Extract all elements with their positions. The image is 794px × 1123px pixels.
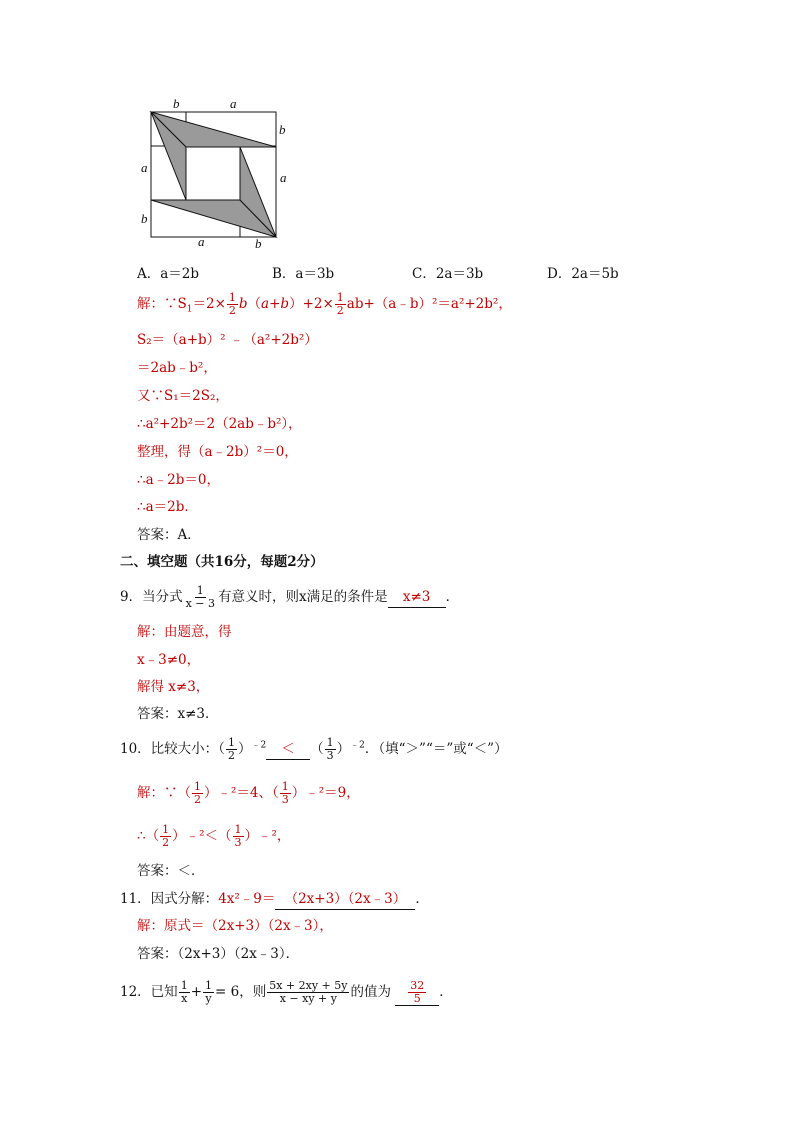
q9-question: 9．当分式 $\frac{1}{x - 3}$ 有意义时，则x满足的条件是 x≠3 ． <box>120 584 460 610</box>
option-a: A．a＝2b <box>137 266 200 282</box>
section-heading: 二、填空题（共16分，每题2分） <box>120 554 324 570</box>
q8-solution-line-6: 整理，得（a﹣2b）²＝0， <box>137 444 298 460</box>
q8-solution-line-1: 解：$\because S_1=2\times$ $\frac{1}{2}$ b（a+b）+2× $\frac{1}{2}$ ab+（a﹣b）²＝a²+2b²， <box>137 291 512 317</box>
label-top-a: a <box>230 96 237 111</box>
q10-solution-2: ∴（ $\frac{1}{2}$ ）﹣²＜（ $\frac{1}{3}$ ）﹣²， <box>137 823 291 849</box>
option-d: D．2a＝5b <box>547 266 619 282</box>
q9-solution-3: 解得 x≠3， <box>137 679 210 695</box>
q8-solution-line-4: 又∵S₁＝2S₂， <box>137 388 229 404</box>
q10-question: 10．比较大小：（ $\frac{1}{2}$ ）$^{﹣2}$ ＜ （ $\frac{1}{3}$ ）$^{﹣2}$．（填“＞”“＝”或“＜”） <box>120 736 508 762</box>
label-left-b: b <box>141 211 148 226</box>
label-bottom-b: b <box>255 236 262 251</box>
label-left-a: a <box>141 160 148 175</box>
q9-answer: 答案：x≠3． <box>137 706 219 722</box>
q10-solution-1: 解：∵（ $\frac{1}{2}$ ）﹣²＝4、（ $\frac{1}{3}$ ）﹣²＝9， <box>137 780 360 806</box>
q9-solution-2: x﹣3≠0， <box>137 652 201 668</box>
label-top-b: b <box>173 96 180 111</box>
q11-blank: （2x+3）（2x﹣3） <box>275 889 415 910</box>
q8-solution-line-5: ∴a²+2b²＝2（2ab﹣b²）， <box>137 416 302 432</box>
q10-blank: ＜ <box>266 739 310 760</box>
q8-answer: 答案：A． <box>137 527 201 543</box>
q9-solution-1: 解：由题意，得 <box>137 624 232 640</box>
q11-question: 11．因式分解：4x²﹣9＝ （2x+3）（2x﹣3） ． <box>120 889 429 910</box>
label-right-b: b <box>279 122 286 137</box>
q12-question: 12．已知 $\frac{1}{x}$ + $\frac{1}{y}$ = 6，则 $\frac{5x + 2xy + 5y}{x - xy + y}$ 的值为 $\frac{32}{5}$ ． <box>120 979 453 1005</box>
q8-solution-line-3: ＝2ab﹣b²， <box>137 360 217 376</box>
q10-answer: 答案：＜． <box>137 863 205 879</box>
option-b: B．a＝3b <box>272 266 335 282</box>
q11-solution: 解：原式＝（2x+3）（2x﹣3）， <box>137 918 333 934</box>
q8-solution-line-2: S₂＝（a+b）² ﹣（a²+2b²） <box>137 332 318 348</box>
q9-blank: x≠3 <box>388 587 446 608</box>
q8-solution-line-7: ∴a﹣2b＝0， <box>137 472 220 488</box>
label-right-a: a <box>280 170 287 185</box>
q11-answer: 答案：（2x+3）（2x﹣3）． <box>137 946 300 962</box>
label-bottom-a: a <box>198 234 205 249</box>
q8-solution-line-8: ∴a＝2b． <box>137 499 198 515</box>
square-figure <box>130 92 300 252</box>
q12-blank: $\frac{32}{5}$ <box>395 980 439 1006</box>
option-c: C．2a＝3b <box>412 266 484 282</box>
